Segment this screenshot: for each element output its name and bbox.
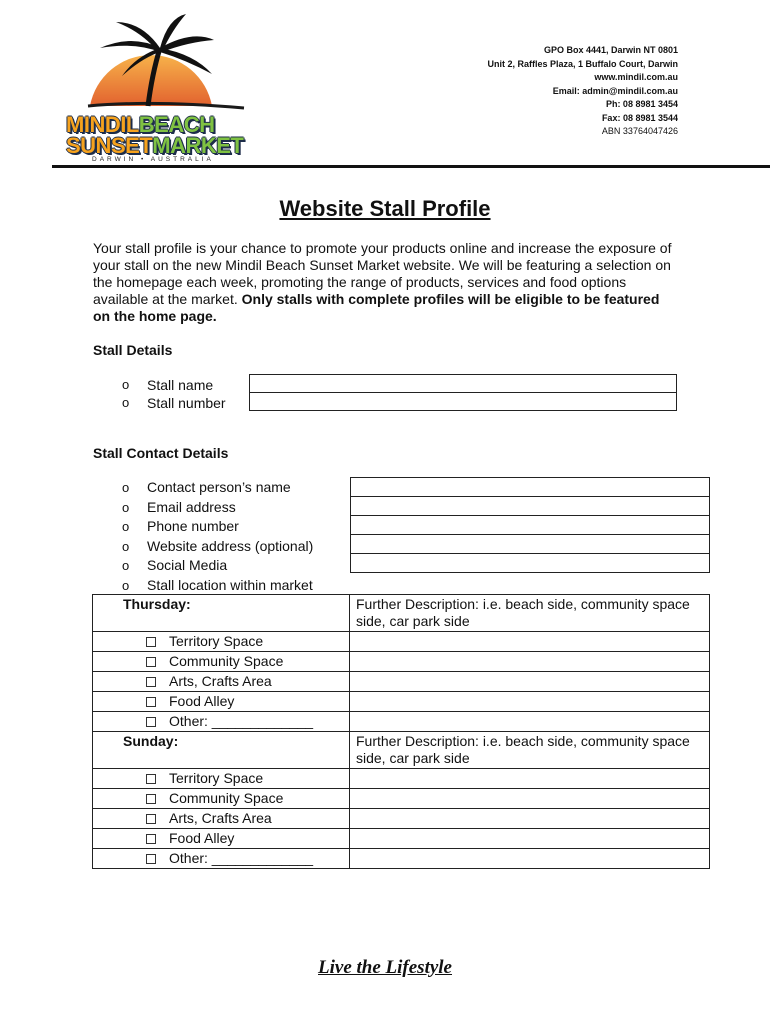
checkbox[interactable] — [146, 814, 156, 824]
sunday-option-arts[interactable]: Arts, Crafts Area — [93, 809, 349, 828]
table-cell[interactable] — [350, 809, 709, 828]
contact-details-heading: Stall Contact Details — [93, 445, 229, 461]
table-row — [93, 848, 709, 868]
checkbox[interactable] — [146, 697, 156, 707]
list-item: o Social Media — [122, 557, 228, 573]
checkbox[interactable] — [146, 657, 156, 667]
contact-person-field[interactable] — [350, 477, 710, 497]
footer-slogan: Live the Lifestyle — [318, 957, 452, 978]
stall-location-table — [92, 594, 710, 869]
table-cell[interactable] — [350, 672, 709, 691]
table-row — [93, 828, 709, 848]
checkbox[interactable] — [146, 834, 156, 844]
logo-wordmark-line1: MINDILBEACH — [66, 112, 215, 137]
sunday-option-territory[interactable]: Territory Space — [93, 769, 349, 788]
sunday-option-community[interactable]: Community Space — [93, 789, 349, 808]
abn-number: ABN 33764047426 — [601, 126, 678, 136]
checkbox[interactable] — [146, 794, 156, 804]
table-row — [93, 788, 709, 808]
checkbox[interactable] — [146, 854, 156, 864]
table-cell[interactable] — [350, 692, 709, 711]
contact-details-list — [122, 478, 313, 595]
list-item: o Stall location within market — [122, 576, 313, 593]
sunday-option-food[interactable]: Food Alley — [93, 829, 349, 848]
table-cell[interactable] — [350, 769, 709, 788]
list-item: o Phone number — [122, 518, 239, 534]
table-cell[interactable] — [350, 632, 709, 651]
website-address-field[interactable] — [350, 534, 710, 554]
stall-details-heading: Stall Details — [93, 342, 173, 358]
palm-sunset-icon — [52, 14, 248, 114]
table-row — [93, 731, 709, 768]
list-item: o Stall number — [122, 395, 226, 411]
list-item: o Stall name — [122, 377, 214, 393]
thursday-heading: Thursday: — [93, 595, 350, 631]
table-cell[interactable] — [350, 712, 709, 731]
list-item: o Email address — [122, 498, 236, 515]
contact-block — [487, 44, 678, 139]
contact-details-fields — [350, 477, 710, 573]
phone-number: Ph: 08 8981 3454 — [605, 99, 678, 109]
thursday-option-community[interactable]: Community Space — [93, 652, 349, 671]
list-item: o Contact person’s name — [122, 479, 291, 495]
stall-name-field[interactable] — [249, 374, 677, 393]
table-row — [93, 631, 709, 651]
header-divider — [52, 165, 770, 168]
logo-wordmark-line2: SUNSETMARKET — [66, 133, 244, 158]
sunday-option-other[interactable]: Other: _____________ — [93, 849, 349, 868]
table-row — [93, 651, 709, 671]
stall-number-field[interactable] — [249, 392, 677, 411]
sunday-further-description[interactable]: Further Description: i.e. beach side, community space side, car park side — [356, 733, 690, 766]
logo-subtitle: DARWIN • AUSTRALIA — [92, 156, 214, 163]
social-media-field[interactable] — [350, 553, 710, 573]
table-row — [93, 808, 709, 828]
phone-number-field[interactable] — [350, 515, 710, 535]
thursday-option-food[interactable]: Food Alley — [93, 692, 349, 711]
table-row — [93, 691, 709, 711]
page-title: Website Stall Profile — [279, 196, 491, 221]
stall-details-fields — [249, 374, 677, 411]
table-row — [93, 671, 709, 691]
table-cell[interactable] — [350, 829, 709, 848]
mindil-logo — [52, 14, 248, 164]
table-cell[interactable] — [350, 789, 709, 808]
thursday-option-territory[interactable]: Territory Space — [93, 632, 349, 651]
checkbox[interactable] — [146, 717, 156, 727]
table-cell[interactable] — [350, 849, 709, 868]
email-address-field[interactable] — [350, 496, 710, 516]
sunday-heading: Sunday: — [93, 732, 350, 768]
table-row — [93, 768, 709, 788]
email-link[interactable]: Email: admin@mindil.com.au — [552, 85, 678, 96]
table-row — [93, 711, 709, 731]
table-row — [93, 595, 709, 631]
stall-details-list — [122, 376, 226, 412]
website-link[interactable]: www.mindil.com.au — [594, 72, 678, 82]
table-cell[interactable] — [350, 652, 709, 671]
list-item: o Website address (optional) — [122, 537, 314, 554]
postal-address: GPO Box 4441, Darwin NT 0801 — [543, 45, 678, 55]
fax-number: Fax: 08 8981 3544 — [601, 112, 678, 123]
intro-paragraph: Your stall profile is your chance to promote your products online and increase the exposure of your stall on the new Mindil Beach Sunset Market website. We will be featuring a selection on the homepage each week, promoting the range of products, services and food options available at the market. Only stalls with complete profiles will be eligible to be featured on the home page. — [93, 240, 672, 324]
thursday-options — [93, 632, 350, 651]
thursday-option-other[interactable]: Other: _____________ — [93, 712, 349, 731]
street-address: Unit 2, Raffles Plaza, 1 Buffalo Court, Darwin — [487, 58, 678, 69]
checkbox[interactable] — [146, 637, 156, 647]
checkbox[interactable] — [146, 677, 156, 687]
thursday-option-arts[interactable]: Arts, Crafts Area — [93, 672, 349, 691]
checkbox[interactable] — [146, 774, 156, 784]
thursday-further-description[interactable]: Further Description: i.e. beach side, community space side, car park side — [356, 596, 690, 629]
